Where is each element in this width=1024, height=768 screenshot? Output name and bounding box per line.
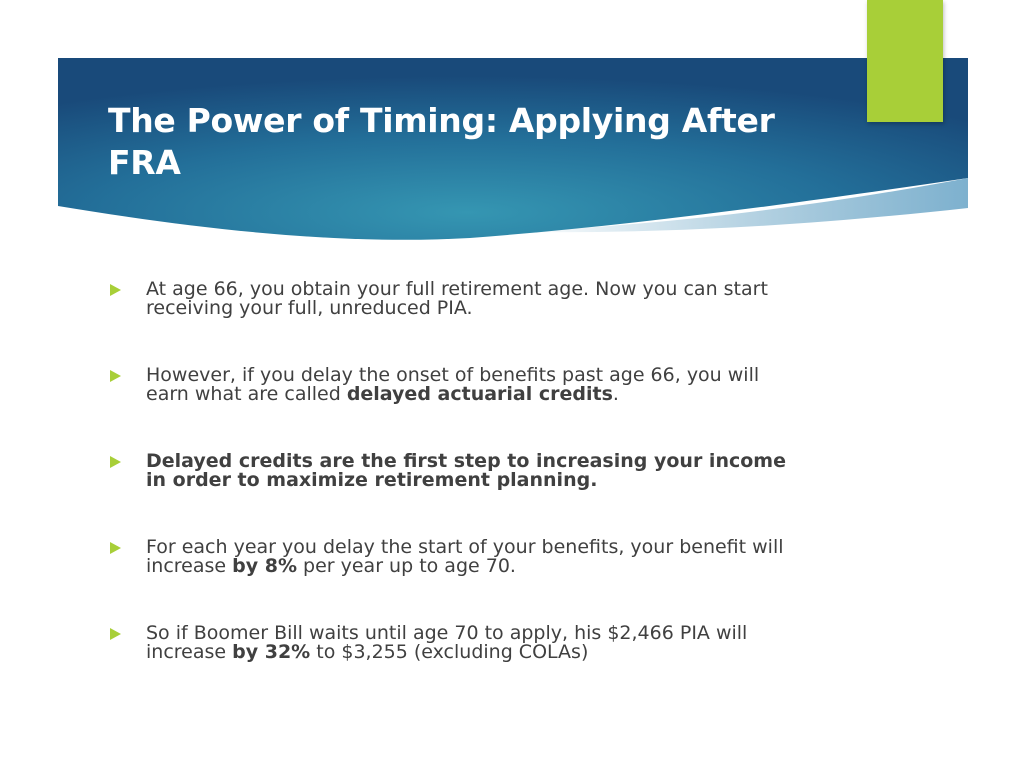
bullet-text-regular: However, if you delay the onset of benefits past age 66, you will earn what are called [146, 364, 760, 405]
bullet-text-regular: to $3,255 (excluding COLAs) [310, 641, 589, 663]
bullet-text [146, 366, 800, 404]
bullet-text-regular: For each year you delay the start of your benefits, your benefit will increase [146, 536, 784, 577]
bullet-text [146, 538, 800, 576]
bullet-arrow-icon [110, 542, 121, 554]
bullet-text-bold: Delayed credits are the first step to increasing your income in order to maximize retirement planning. [146, 450, 786, 491]
accent-tab [867, 0, 943, 122]
bullet-arrow-icon [110, 456, 121, 468]
bullet-item [110, 624, 800, 662]
bullet-list [110, 280, 800, 710]
bullet-text-bold: by 32% [232, 641, 311, 663]
bullet-text-regular: . [612, 383, 619, 405]
bullet-text-bold: by 8% [232, 555, 297, 577]
bullet-arrow-icon [110, 284, 121, 296]
bullet-item [110, 538, 800, 576]
bullet-text-bold: delayed actuarial credits [346, 383, 613, 405]
slide-title: The Power of Timing: Applying After FRA [108, 101, 775, 182]
bullet-item [110, 452, 800, 490]
bullet-text-regular: So if Boomer Bill waits until age 70 to apply, his $2,466 PIA will increase [146, 622, 748, 663]
bullet-text [146, 624, 800, 662]
bullet-arrow-icon [110, 370, 121, 382]
bullet-item [110, 280, 800, 318]
bullet-text: At age 66, you obtain your full retirement age. Now you can start receiving your full, unreduced PIA. [146, 278, 768, 319]
bullet-arrow-icon [110, 628, 121, 640]
bullet-item [110, 366, 800, 404]
bullet-text-regular: per year up to age 70. [296, 555, 516, 577]
